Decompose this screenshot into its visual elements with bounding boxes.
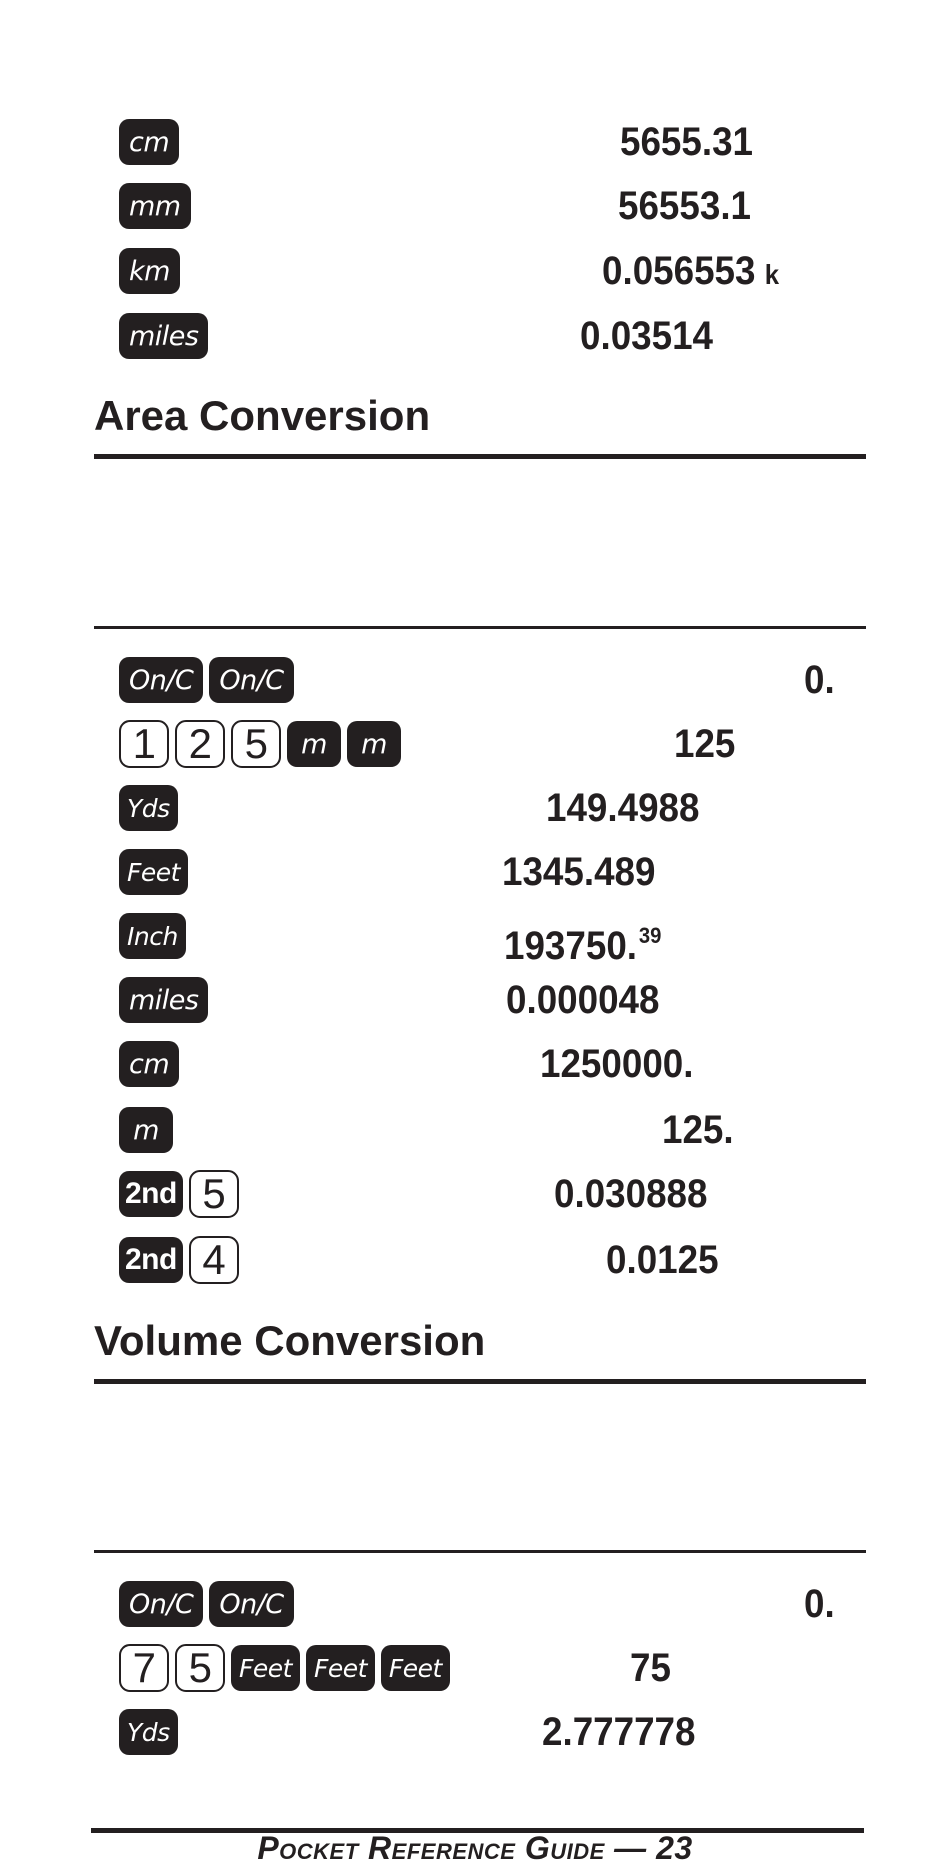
section-rule <box>94 626 866 629</box>
area-row-inch <box>0 910 950 966</box>
display-number: 193750. <box>504 924 638 968</box>
display-value: 125 <box>674 722 736 766</box>
mm-key[interactable]: mm <box>119 183 191 229</box>
digit-5-key[interactable]: 5 <box>231 720 281 768</box>
display-value: 125. <box>662 1108 734 1152</box>
volume-row-entry <box>0 1642 950 1698</box>
cm-key[interactable]: cm <box>119 119 179 165</box>
display-value <box>504 910 662 968</box>
yds-key[interactable]: Yds <box>119 785 178 831</box>
inch-key[interactable]: Inch <box>119 913 186 959</box>
feet-key[interactable]: Feet <box>119 849 188 895</box>
area-conversion-heading: Area Conversion <box>94 392 431 439</box>
feet-key[interactable]: Feet <box>381 1645 450 1691</box>
display-value: 0. <box>804 1582 835 1626</box>
volume-row-yds <box>0 1706 950 1762</box>
area-row-entry <box>0 718 950 774</box>
digit-1-key[interactable]: 1 <box>119 720 169 768</box>
digit-5-key[interactable]: 5 <box>189 1170 239 1218</box>
miles-key[interactable]: miles <box>119 977 208 1023</box>
display-value: 2.777778 <box>542 1710 696 1754</box>
display-value: 0. <box>804 658 835 702</box>
display-value: 149.4988 <box>546 786 700 830</box>
m-key[interactable]: m <box>347 721 401 767</box>
display-value: 75 <box>630 1646 671 1690</box>
section-rule <box>94 1379 866 1384</box>
conversion-row-mm <box>0 180 950 236</box>
display-number: 0.056553 <box>602 249 756 293</box>
display-value: 5655.31 <box>620 120 754 164</box>
display-value: 56553.1 <box>618 184 752 228</box>
area-row-yds <box>0 782 950 838</box>
on-c-key[interactable]: On/C <box>119 1581 203 1627</box>
yds-key[interactable]: Yds <box>119 1709 178 1755</box>
volume-row-clear <box>0 1578 950 1634</box>
digit-2-key[interactable]: 2 <box>175 720 225 768</box>
display-value: 1345.489 <box>502 850 656 894</box>
area-row-miles <box>0 974 950 1030</box>
digit-5-key[interactable]: 5 <box>175 1644 225 1692</box>
feet-key[interactable]: Feet <box>231 1645 300 1691</box>
area-row-feet <box>0 846 950 902</box>
area-row-m <box>0 1104 950 1160</box>
m-key[interactable]: m <box>119 1107 173 1153</box>
on-c-key[interactable]: On/C <box>209 1581 293 1627</box>
display-exponent: 39 <box>638 923 662 948</box>
digit-7-key[interactable]: 7 <box>119 1644 169 1692</box>
m-key[interactable]: m <box>287 721 341 767</box>
display-value: 0.0125 <box>606 1238 719 1282</box>
conversion-row-cm <box>0 116 950 172</box>
area-row-acres <box>0 1168 950 1224</box>
area-row-cm <box>0 1038 950 1094</box>
section-rule <box>94 1550 866 1553</box>
km-key[interactable]: km <box>119 248 180 294</box>
conversion-row-miles <box>0 310 950 366</box>
volume-conversion-heading: Volume Conversion <box>94 1317 486 1364</box>
display-value: 1250000. <box>540 1042 694 1086</box>
section-rule <box>94 454 866 459</box>
digit-4-key[interactable]: 4 <box>189 1236 239 1284</box>
conversion-row-km <box>0 245 950 301</box>
display-value: 0.030888 <box>554 1172 708 1216</box>
display-value <box>602 245 779 297</box>
display-value: 0.03514 <box>580 314 714 358</box>
on-c-key[interactable]: On/C <box>119 657 203 703</box>
display-value: 0.000048 <box>506 978 660 1022</box>
on-c-key[interactable]: On/C <box>209 657 293 703</box>
second-function-key[interactable]: 2nd <box>119 1171 183 1217</box>
miles-key[interactable]: miles <box>119 313 208 359</box>
display-suffix: k <box>764 259 780 290</box>
feet-key[interactable]: Feet <box>306 1645 375 1691</box>
cm-key[interactable]: cm <box>119 1041 179 1087</box>
area-row-hectares <box>0 1234 950 1290</box>
area-row-clear <box>0 654 950 710</box>
page-footer: Pocket Reference Guide — 23 <box>257 1830 693 1866</box>
second-function-key[interactable]: 2nd <box>119 1237 183 1283</box>
